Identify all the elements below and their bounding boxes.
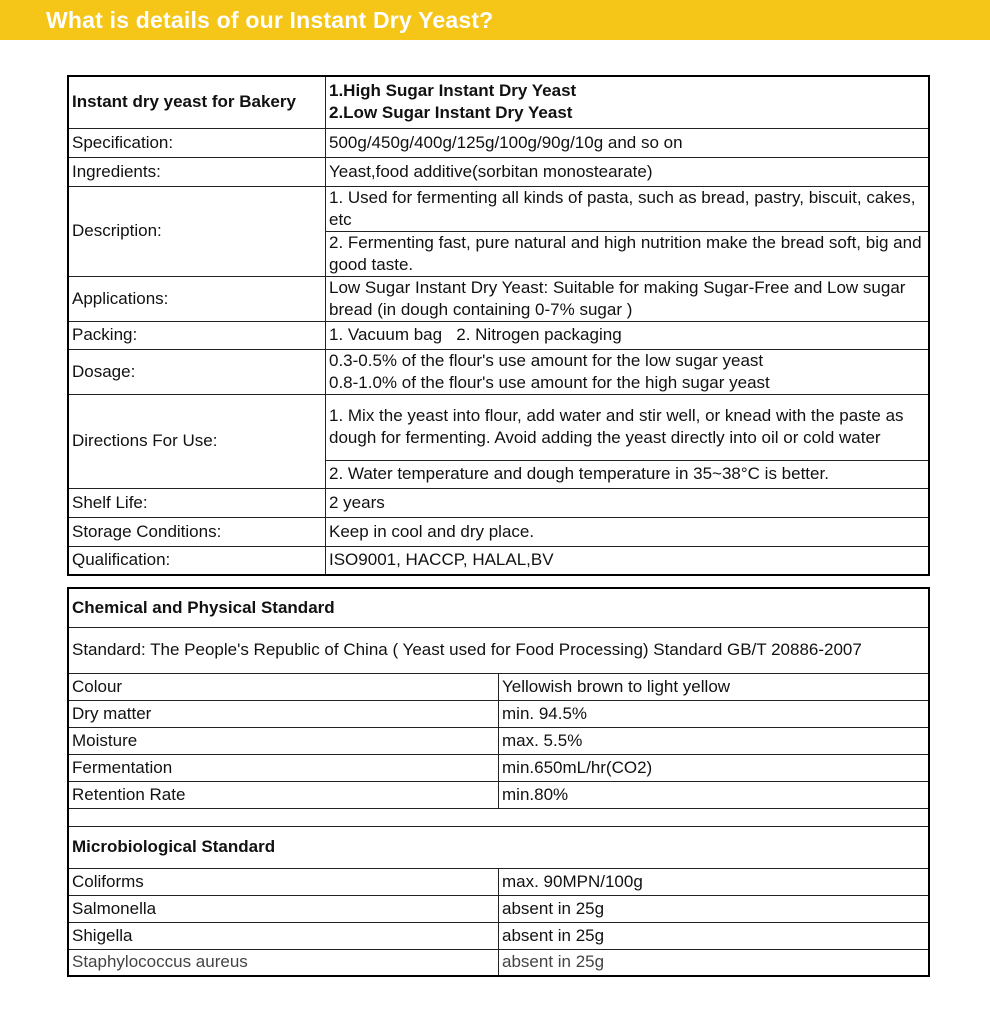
spacer-row [68, 808, 929, 826]
dosage-values [326, 349, 930, 394]
table-row [68, 781, 929, 808]
table-row [68, 546, 929, 575]
micro-label: Shigella [68, 922, 499, 949]
table-row [68, 673, 929, 700]
table-row [68, 488, 929, 517]
chem-label: Moisture [68, 727, 499, 754]
dosage-value-low: 0.3-0.5% of the flour's use amount for the low sugar yeast [329, 350, 764, 370]
ingredients-label: Ingredients: [68, 157, 326, 186]
table-row [68, 895, 929, 922]
table-row [68, 76, 929, 128]
dosage-value-high: 0.8-1.0% of the flour's use amount for the high sugar yeast [329, 372, 770, 392]
chem-value: min.650mL/hr(CO2) [499, 754, 930, 781]
micro-value: absent in 25g [499, 922, 930, 949]
standard-note: Standard: The People's Republic of China ( Yeast used for Food Processing) Standard GB/T 20886-2007 [68, 627, 929, 673]
directions-value-1: 1. Mix the yeast into flour, add water and stir well, or knead with the paste as dough for fermenting. Avoid adding the yeast directly into oil or cold water [326, 394, 930, 460]
title-banner [0, 0, 990, 40]
table-row [68, 922, 929, 949]
table-row [68, 868, 929, 895]
micro-value: max. 90MPN/100g [499, 868, 930, 895]
table-row [68, 128, 929, 157]
product-type-high: 1.High Sugar Instant Dry Yeast [329, 81, 577, 101]
micro-value: absent in 25g [499, 895, 930, 922]
qualification-value: ISO9001, HACCP, HALAL,BV [326, 546, 930, 575]
table-row [68, 276, 929, 321]
packing-label: Packing: [68, 321, 326, 349]
micro-value: absent in 25g [499, 949, 930, 976]
description-value-1: 1. Used for fermenting all kinds of pasta, such as bread, pastry, biscuit, cakes, etc [326, 186, 930, 231]
description-value-2: 2. Fermenting fast, pure natural and high nutrition make the bread soft, big and good taste. [326, 231, 930, 276]
table-row [68, 394, 929, 460]
shelf-life-value: 2 years [326, 488, 930, 517]
applications-value: Low Sugar Instant Dry Yeast: Suitable for making Sugar-Free and Low sugar bread (in dough containing 0-7% sugar ) [326, 276, 930, 321]
table-row [68, 808, 929, 826]
table-row [68, 517, 929, 546]
chem-value: Yellowish brown to light yellow [499, 673, 930, 700]
table-row [68, 700, 929, 727]
specification-label: Specification: [68, 128, 326, 157]
table-row [68, 949, 929, 976]
standard-table [67, 587, 930, 977]
storage-label: Storage Conditions: [68, 517, 326, 546]
micro-standard-heading: Microbiological Standard [68, 826, 929, 868]
table-row [68, 727, 929, 754]
table-row [68, 321, 929, 349]
directions-label: Directions For Use: [68, 394, 326, 488]
chem-label: Fermentation [68, 754, 499, 781]
micro-label: Staphylococcus aureus [68, 949, 499, 976]
micro-label: Salmonella [68, 895, 499, 922]
directions-value-2: 2. Water temperature and dough temperature in 35~38°C is better. [326, 460, 930, 488]
product-label: Instant dry yeast for Bakery [68, 76, 326, 128]
table-row [68, 157, 929, 186]
chem-value: min. 94.5% [499, 700, 930, 727]
shelf-life-label: Shelf Life: [68, 488, 326, 517]
table-row [68, 627, 929, 673]
chemical-standard-heading: Chemical and Physical Standard [68, 588, 929, 627]
description-label: Description: [68, 186, 326, 276]
table-row [68, 826, 929, 868]
qualification-label: Qualification: [68, 546, 326, 575]
storage-value: Keep in cool and dry place. [326, 517, 930, 546]
banner-title: What is details of our Instant Dry Yeast? [46, 7, 494, 33]
specification-value: 500g/450g/400g/125g/100g/90g/10g and so on [326, 128, 930, 157]
chem-label: Dry matter [68, 700, 499, 727]
chem-value: min.80% [499, 781, 930, 808]
chem-value: max. 5.5% [499, 727, 930, 754]
table-row [68, 754, 929, 781]
ingredients-value: Yeast,food additive(sorbitan monostearate) [326, 157, 930, 186]
applications-label: Applications: [68, 276, 326, 321]
chem-label: Colour [68, 673, 499, 700]
product-details-table [67, 75, 930, 576]
chem-label: Retention Rate [68, 781, 499, 808]
product-types [326, 76, 930, 128]
packing-value: 1. Vacuum bag 2. Nitrogen packaging [326, 321, 930, 349]
product-type-low: 2.Low Sugar Instant Dry Yeast [329, 103, 573, 123]
dosage-label: Dosage: [68, 349, 326, 394]
table-row [68, 349, 929, 394]
table-row [68, 588, 929, 627]
micro-label: Coliforms [68, 868, 499, 895]
table-row [68, 186, 929, 231]
